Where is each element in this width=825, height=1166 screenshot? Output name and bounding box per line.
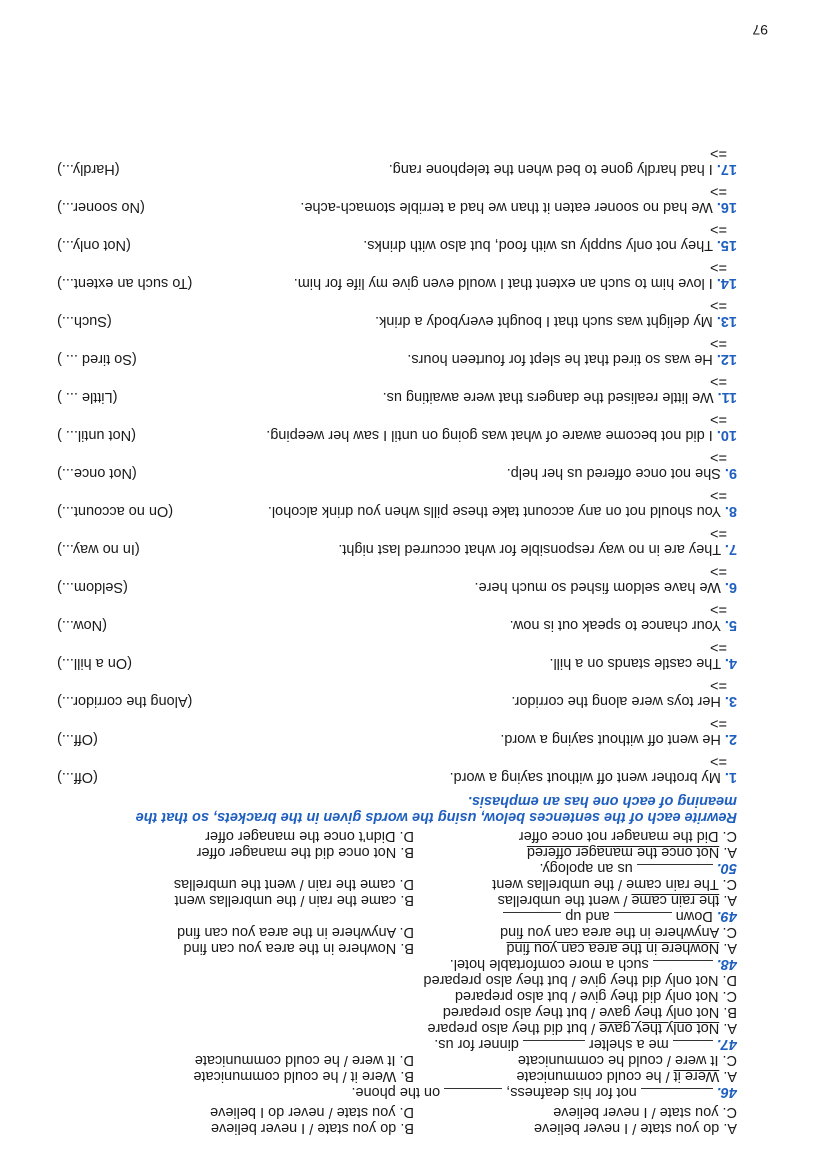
option-d: D. came the rain / went the umbrellas	[173, 876, 414, 892]
option-a: A. Were it / he could communicate	[516, 1068, 737, 1084]
option-b: B. came the rain / the umbrellas went	[174, 892, 414, 908]
rewrite-sentence-wrap	[507, 465, 737, 481]
rewrite-hint: (Little ... )	[57, 389, 118, 405]
rewrite-hint: (Seldom...)	[57, 579, 128, 595]
rewrite-hint: (Off...)	[57, 769, 98, 785]
rewrite-number: 5.	[724, 617, 737, 633]
option-a: A. Not once the manager offered	[526, 844, 737, 860]
option-c: C. you state / I never believe	[553, 1104, 737, 1120]
rewrite-line	[57, 541, 737, 557]
option-d: D. It were / he could communicate	[194, 1052, 414, 1068]
rewrite-number: 8.	[724, 503, 737, 519]
option-c: C. Not only did they give / but also prepared	[454, 988, 737, 1004]
option-a: A. Nowhere in the area can you find	[506, 940, 737, 956]
rewrite-item	[57, 139, 737, 177]
rewrite-hint: (So tired ... )	[57, 351, 137, 367]
rewrite-item	[57, 329, 737, 367]
option-c: C. It were / could he communicate	[517, 1052, 737, 1068]
rewrite-sentence-wrap	[389, 161, 737, 177]
rewrite-sentence: I had hardly gone to bed when the telephone rang.	[388, 161, 713, 177]
rewrite-sentence: He went off without saying a word.	[500, 731, 721, 747]
rewrite-sentence-wrap	[407, 351, 737, 367]
rewrite-hint: (Not only...)	[57, 237, 131, 253]
rewrite-line	[57, 503, 737, 519]
rewrite-number: 12.	[716, 351, 737, 367]
rewrite-hint: (Not until... )	[57, 427, 136, 443]
question-stem: Down	[675, 908, 713, 924]
option-d: D. Anywhere in the area you can find	[177, 924, 414, 940]
rewrite-number: 9.	[724, 465, 737, 481]
rewrite-item	[57, 253, 737, 291]
answer-blank	[503, 912, 561, 913]
option-d: D. you state / never do I believe	[210, 1104, 414, 1120]
section-instruction	[57, 793, 737, 825]
rewrite-number: 13.	[716, 313, 737, 329]
rewrite-sentence: I love him to such an extent that I would even give my life for him.	[293, 275, 713, 291]
option-c: C. Did the manager not once offer	[518, 828, 737, 844]
rewrite-item	[57, 291, 737, 329]
rewrite-sentence: We little realised the dangers that were awaiting us.	[382, 389, 714, 405]
question-stem: on the phone.	[351, 1084, 441, 1100]
rewrite-sentence: You should not on any account take these pills when you drink alcohol.	[267, 503, 722, 519]
rewrite-line	[57, 237, 737, 253]
question-stem: not for his deafness,	[506, 1084, 637, 1100]
rewrite-sentence: Her toys were along the corridor.	[511, 693, 721, 709]
rewrite-number: 17.	[716, 161, 737, 177]
rewrite-number: 1.	[724, 769, 737, 785]
answer-blank	[523, 1040, 585, 1041]
answer-arrow: =>	[710, 259, 727, 275]
answer-arrow: =>	[710, 677, 727, 693]
rewrite-number: 6.	[724, 579, 737, 595]
rewrite-hint: (Now...)	[57, 617, 107, 633]
question-number: 49.	[716, 908, 737, 924]
option-b: B. Not once did the manager offer	[196, 844, 414, 860]
rewrite-line	[57, 465, 737, 481]
option-a: A. Not only they gave / but did they also prepare	[427, 1020, 737, 1036]
rewrite-line	[57, 351, 737, 367]
rewrite-item	[57, 557, 737, 595]
question-number: 46.	[716, 1084, 737, 1100]
answer-blank	[653, 960, 713, 961]
option-d: D. Not only did they give / but they also prepared	[423, 972, 737, 988]
answer-arrow: =>	[710, 639, 727, 655]
rewrite-item	[57, 367, 737, 405]
question-47	[57, 972, 737, 1052]
rewrite-sentence-wrap	[475, 579, 737, 595]
rewrite-item	[57, 177, 737, 215]
rewrite-sentence-wrap	[363, 237, 737, 253]
rewrite-line	[57, 655, 737, 671]
rewrite-hint: (Hardly...)	[57, 161, 120, 177]
answer-blank	[673, 1040, 713, 1041]
rewrite-sentence-wrap	[383, 389, 737, 405]
option-c: C. Anywhere in the area can you find	[500, 924, 737, 940]
rewrite-number: 15.	[716, 237, 737, 253]
answer-arrow: =>	[710, 563, 727, 579]
option-a: A. do you state / I never believe	[533, 1120, 737, 1136]
rewrite-sentence: He was so tired that he slept for fourteen hours.	[407, 351, 713, 367]
rewrite-item	[57, 443, 737, 481]
rewrite-number: 14.	[716, 275, 737, 291]
instruction-line: Rewrite each of the sentences below, using the words given in the brackets, so that the	[135, 809, 737, 825]
rewrite-sentence: They not only supply us with food, but also with drinks.	[363, 237, 714, 253]
rewrite-sentence: They are in no way responsible for what occurred last night.	[338, 541, 722, 557]
question-stem: and up	[565, 908, 610, 924]
rewrite-sentence: My delight was such that I bought everybody a drink.	[375, 313, 713, 329]
rewrite-sentence: We had no sooner eaten it than we had a terrible stomach-ache.	[300, 199, 713, 215]
rewrite-line	[57, 579, 737, 595]
rewrite-line	[57, 161, 737, 177]
rewrite-line	[57, 731, 737, 747]
rewrite-item	[57, 671, 737, 709]
rewrite-number: 3.	[724, 693, 737, 709]
question-stem: us an apology.	[539, 860, 633, 876]
rewrite-sentence-wrap	[510, 617, 737, 633]
question-stem: dinner for us.	[434, 1036, 519, 1052]
rewrite-item	[57, 481, 737, 519]
rewrite-item	[57, 215, 737, 253]
answer-blank	[637, 864, 713, 865]
rewrite-item	[57, 405, 737, 443]
rewrite-item	[57, 519, 737, 557]
rewrite-number: 4.	[724, 655, 737, 671]
rewrite-hint: (Not once...)	[57, 465, 137, 481]
rewrite-number: 11.	[717, 389, 737, 405]
rewrite-sentence-wrap	[300, 199, 737, 215]
rewrite-sentence: She not once offered us her help.	[506, 465, 721, 481]
question-45-options	[57, 1104, 737, 1136]
rewrite-sentence-wrap	[450, 769, 737, 785]
rewrite-number: 7.	[724, 541, 737, 557]
answer-arrow: =>	[710, 411, 727, 427]
rewrite-sentence-wrap	[294, 275, 737, 291]
question-stem: such a more comfortable hotel.	[449, 956, 649, 972]
rewrite-hint: (Along the corridor...)	[57, 693, 193, 709]
question-46	[57, 1052, 737, 1100]
rewrite-line	[57, 617, 737, 633]
rewrite-hint: (No sooner...)	[57, 199, 145, 215]
question-number: 47.	[716, 1036, 737, 1052]
rewrite-hint: (To such an extent...)	[57, 275, 193, 291]
question-50	[57, 828, 737, 876]
rewrite-item	[57, 747, 737, 785]
rewrite-sentence-wrap	[338, 541, 737, 557]
option-b: B. Were it / he could communicate	[193, 1068, 414, 1084]
option-d: D. Didn't once the manager offer	[205, 828, 414, 844]
rewrite-line	[57, 769, 737, 785]
answer-blank	[444, 1088, 502, 1089]
question-49	[57, 876, 737, 924]
rewrite-sentence: My brother went off without saying a word.	[449, 769, 721, 785]
answer-blank	[641, 1088, 713, 1089]
answer-arrow: =>	[710, 601, 727, 617]
rewrite-sentence-wrap	[500, 731, 737, 747]
question-number: 50.	[716, 860, 737, 876]
rewrite-number: 16.	[716, 199, 737, 215]
rewrite-sentence-wrap	[266, 427, 737, 443]
rewrite-exercise-list	[57, 139, 737, 785]
answer-blank	[614, 912, 672, 913]
rewrite-sentence: Your chance to speak out is now.	[509, 617, 722, 633]
option-c: C. The rain came / the umbrellas went	[492, 876, 737, 892]
rewrite-sentence-wrap	[511, 693, 737, 709]
rewrite-number: 10.	[716, 427, 737, 443]
rewrite-number: 2.	[724, 731, 737, 747]
rewrite-item	[57, 595, 737, 633]
rewrite-hint: (Such...)	[57, 313, 112, 329]
rewrite-sentence: We have seldom fished so much here.	[474, 579, 721, 595]
question-number: 48.	[716, 956, 737, 972]
answer-arrow: =>	[710, 335, 727, 351]
rewrite-line	[57, 199, 737, 215]
option-b: B. Not only they gave / but they also prepared	[442, 1004, 737, 1020]
rewrite-line	[57, 389, 737, 405]
rewrite-item	[57, 709, 737, 747]
rewrite-line	[57, 313, 737, 329]
answer-arrow: =>	[710, 373, 727, 389]
answer-arrow: =>	[710, 183, 727, 199]
page-number: 97	[752, 22, 768, 38]
option-b: B. do you state / I never believe	[210, 1120, 414, 1136]
rewrite-item	[57, 633, 737, 671]
rewrite-line	[57, 275, 737, 291]
rewrite-hint: (In no way...)	[57, 541, 140, 557]
option-b: B. Nowhere in the area you can find	[183, 940, 414, 956]
rewrite-hint: (On a hill...)	[57, 655, 132, 671]
rewrite-sentence: The castle stands on a hill.	[549, 655, 722, 671]
answer-arrow: =>	[710, 145, 727, 161]
rewrite-line	[57, 427, 737, 443]
question-stem: me a shelter	[588, 1036, 669, 1052]
rewrite-sentence-wrap	[375, 313, 737, 329]
answer-arrow: =>	[710, 221, 727, 237]
answer-arrow: =>	[710, 753, 727, 769]
instruction-line: meaning of each one has an emphasis.	[467, 793, 737, 809]
rewrite-line	[57, 693, 737, 709]
question-48	[57, 924, 737, 972]
rewrite-hint: (Off...)	[57, 731, 98, 747]
answer-arrow: =>	[710, 715, 727, 731]
answer-arrow: =>	[710, 297, 727, 313]
exercise-content	[57, 139, 737, 1136]
rewrite-sentence-wrap	[268, 503, 737, 519]
rewrite-sentence: I did not become aware of what was going on until I saw her weeping.	[266, 427, 713, 443]
answer-arrow: =>	[710, 525, 727, 541]
answer-arrow: =>	[710, 487, 727, 503]
rewrite-sentence-wrap	[549, 655, 737, 671]
option-a: A. the rain came / went the umbrellas	[497, 892, 737, 908]
answer-arrow: =>	[710, 449, 727, 465]
rewrite-hint: (On no account...)	[57, 503, 174, 519]
